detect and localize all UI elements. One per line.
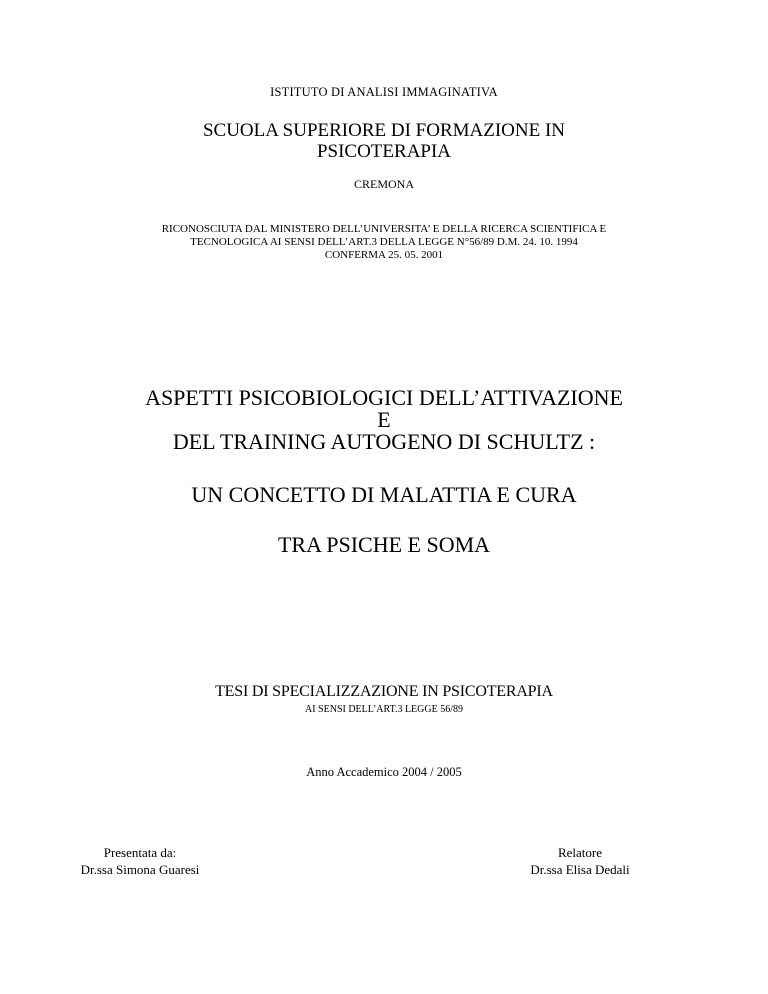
thesis-law-reference: AI SENSI DELL’ART.3 LEGGE 56/89 [305, 704, 463, 715]
thesis-subtitle-2: TRA PSICHE E SOMA [277, 532, 491, 557]
supervisor-name: Dr.ssa Elisa Dedali [530, 862, 630, 877]
thesis-subtitle-1: UN CONCETTO DI MALATTIA E CURA [191, 482, 577, 507]
supervisor-label: Relatore [557, 845, 603, 860]
recognition-line1: RICONOSCIUTA DAL MINISTERO DELL’UNIVERSITA’ E DELLA RICERCA SCIENTIFICA E [161, 223, 607, 235]
presented-by-label: Presentata da: [103, 845, 177, 860]
institute-name: ISTITUTO DI ANALISI IMMAGINATIVA [270, 85, 498, 99]
thesis-title-line1: ASPETTI PSICOBIOLOGICI DELL’ATTIVAZIONE [145, 385, 623, 410]
presented-by-name: Dr.ssa Simona Guaresi [80, 862, 200, 877]
recognition-line3: CONFERMA 25. 05. 2001 [324, 249, 444, 261]
school-name-line1: SCUOLA SUPERIORE DI FORMAZIONE IN [202, 120, 566, 141]
thesis-type: TESI DI SPECIALIZZAZIONE IN PSICOTERAPIA [215, 683, 553, 700]
thesis-title [0, 387, 768, 453]
thesis-title-line2: E [377, 407, 391, 432]
recognition-line2: TECNOLOGICA AI SENSI DELL’ART.3 DELLA LEGGE N°56/89 D.M. 24. 10. 1994 [190, 236, 578, 248]
presented-by [60, 844, 220, 878]
supervisor [500, 844, 660, 878]
city: CREMONA [353, 177, 414, 191]
academic-year: Anno Accademico 2004 / 2005 [306, 765, 462, 779]
school-name [0, 120, 768, 162]
recognition-statement [0, 223, 768, 262]
school-name-line2: PSICOTERAPIA [316, 141, 452, 162]
thesis-title-line3: DEL TRAINING AUTOGENO DI SCHULTZ : [172, 429, 596, 454]
